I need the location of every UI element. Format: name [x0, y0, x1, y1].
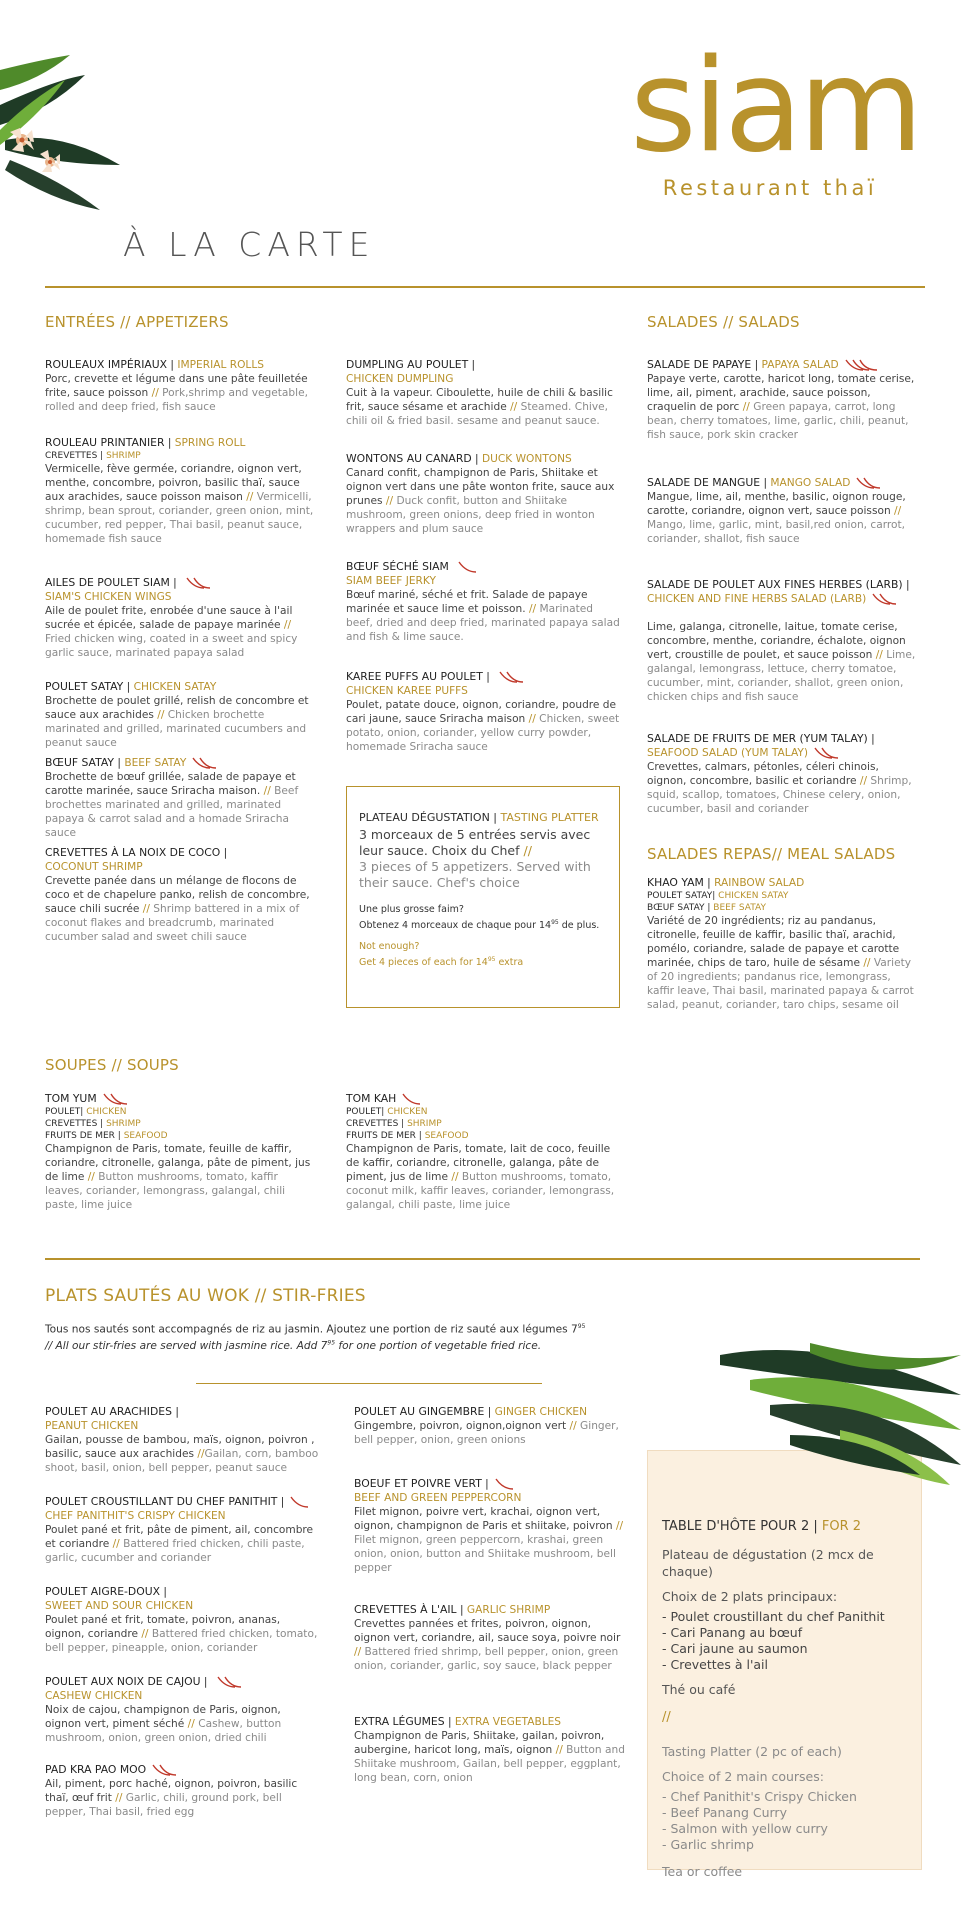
menu-item: KAREE PUFFS AU POULET | CHICKEN KAREE PUFFS Poulet, patate douce, oignon, coriandre, poudre de cari jaune, sauce Sriracha maison // Chicken, sweet potato, onion, coriander, yellow curry powder, homemade Sriracha sauce: [346, 670, 620, 753]
section-title-meal-salads: SALADES REPAS// MEAL SALADS: [647, 845, 896, 863]
menu-item: POULET CROUSTILLANT DU CHEF PANITHIT | CHEF PANITHIT'S CRISPY CHICKEN Poulet pané et frit, pâte de piment, ail, concombre et coriandre // Battered fried chicken, chili paste, garlic, cucumber and coriander: [45, 1495, 314, 1564]
chili-icon: [184, 576, 214, 590]
logo-wordmark: siam: [630, 32, 920, 181]
menu-item: SALADE DE PAPAYE | PAPAYA SALAD Papaye verte, carotte, haricot long, tomate cerise, lime, ail, piment, arachide, sauce poisson, craquelin de porc // Green papaya, carrot, long bean, cherry tomatoes, lime, garlic, chili, peanut, fish sauce, pork skin cracker: [647, 358, 915, 441]
menu-item: EXTRA LÉGUMES | EXTRA VEGETABLES Champignon de Paris, Shiitake, gailan, poivron, aubergine, haricot long, maïs, oignon // Button and Shiitake mushroom, Gailan, bell pepper, eggplant, long bean, corn, onion: [354, 1715, 625, 1784]
section-title-soups: SOUPES // SOUPS: [45, 1056, 179, 1074]
menu-item: KHAO YAM | RAINBOW SALAD POULET SATAY| CHICKEN SATAY BŒUF SATAY | BEEF SATAY Variété de 20 ingrédients; riz au pandanus, citronelle, feuille de kaffir, basilic thaï, arachid, pomélo, coriandre, salade de papaye et carotte marinée, chips de taro, huile de sésame // Variety of 20 ingredients; pandanus rice, lemongrass, kaffir leave, Thai basil, marinated papaya & carrot salad, peanut, coriander, taro chips, sesame oil: [647, 876, 914, 1011]
chili-icon: [870, 592, 900, 606]
menu-item: CREVETTES À LA NOIX DE COCO | COCONUT SHRIMP Crevette panée dans un mélange de flocons de coco et de chapelure panko, relish de concombre, sauce chili sucrée // Shrimp battered in a mix of coconut flakes and breadcrumb, marinated cucumber salad and sweet chili sauce: [45, 846, 310, 943]
menu-item: BŒUF SÉCHÉ SIAM SIAM BEEF JERKY Bœuf mariné, séché et frit. Salade de papaye marinée et sauce lime et poisson. // Marinated beef, dried and deep fried, marinated papaya salad and fish & lime sauce.: [346, 560, 620, 643]
menu-item: TOM KAH POULET| CHICKEN CREVETTES | SHRIMP FRUITS DE MER | SEAFOOD Champignon de Paris, tomate, lait de coco, feuille de kaffir, coriandre, citronelle, galanga, pâte de piment, jus de lime // Button mushrooms, tomato, coconut milk, kaffir leaves, coriander, lemongrass, galangal, chili paste, lime juice: [346, 1092, 615, 1211]
siam-logo: [630, 32, 920, 200]
stir-fries-column-1: [45, 1405, 320, 1819]
platter-title: PLATEAU DÉGUSTATION | TASTING PLATTER: [359, 811, 599, 824]
table-dhote-mains-fr: - Poulet croustillant du chef Panithit - Cari Panang au bœuf - Cari jaune au saumon - Crevettes à l'ail: [662, 1609, 885, 1672]
menu-item: PAD KRA PAO MOO Ail, piment, porc haché, oignon, poivron, basilic thaï, œuf frit // Garlic, chili, ground pork, bell pepper, Thai basil, fried egg: [45, 1763, 298, 1818]
menu-item: BOEUF ET POIVRE VERT | BEEF AND GREEN PEPPERCORN Filet mignon, poivre vert, krachai, oignon vert, oignon, champignon de Paris et shiitake, poivron // Filet mignon, green peppercorn, krashai, green onion, onion, button and Shiitake mushroom, bell pepper: [354, 1477, 624, 1574]
table-dhote-box: [647, 1450, 922, 1879]
page-title: À LA CARTE: [123, 225, 376, 264]
tasting-platter-box: [346, 786, 620, 1008]
section-title-appetizers: ENTRÉES // APPETIZERS: [45, 313, 229, 331]
stir-fries-column-2: [354, 1405, 626, 1785]
menu-item: SALADE DE POULET AUX FINES HERBES (LARB) | CHICKEN AND FINE HERBS SALAD (LARB) Lime, galanga, citronelle, laitue, tomate cerise, concombre, menthe, coriandre, échalote, oignon vert, croustille de poulet, et sauce poisson // Lime, galangal, lemongrass, lettuce, cherry tomatoe, cucumber, mint, coriander, shallot, green onion, chicken chips and fish sauce: [647, 578, 916, 703]
divider: [45, 286, 925, 288]
platter-description: 3 morceaux de 5 entrées servis avec leur sauce. Choix du Chef // 3 pieces of 5 appetizers. Served with their sauce. Chef's choice: [359, 827, 591, 890]
menu-item: ROULEAU PRINTANIER | SPRING ROLL CREVETTES | SHRIMP Vermicelle, fève germée, coriandre, oignon vert, menthe, concombre, poivron, basilic thaï, sauce aux arachides, sauce poisson maison // Vermicelli, shrimp, bean sprout, coriander, green onion, mint, cucumber, red pepper, Thai basil, peanut sauce, homemade fish sauce: [45, 436, 314, 545]
table-dhote-drink-en: Tea or coffee: [662, 1864, 743, 1879]
menu-item: CREVETTES À L'AIL | GARLIC SHRIMP Crevettes pannées et frites, poivron, oignon, oignon vert, coriandre, ail, sauce soya, poivre noir // Battered fried shrimp, bell pepper, onion, green onion, coriander, garlic, soy sauce, black pepper: [354, 1603, 621, 1672]
leaf-decoration-top-left: [0, 50, 130, 215]
menu-item: ROULEAUX IMPÉRIAUX | IMPERIAL ROLLS Porc, crevette et légume dans une pâte feuilletée frite, sauce poisson // Pork,shrimp and vegetable, rolled and deep fried, fish sauce: [45, 358, 308, 413]
menu-item: POULET AU ARACHIDES | PEANUT CHICKEN Gailan, pousse de bambou, maïs, oignon, poivron , basilic, sauce aux arachides //Gailan, corn, bamboo shoot, basil, onion, bell pepper, peanut sauce: [45, 1405, 319, 1474]
table-dhote-platter: Plateau de dégustation (2 mcx de chaque): [662, 1547, 874, 1579]
menu-item: BŒUF SATAY | BEEF SATAY Brochette de bœuf grillée, salade de papaye et carotte marinée, sauce Sriracha maison. // Beef brochettes marinated and grilled, marinated papaya & carrot salad and a homade Sriracha sauce: [45, 756, 299, 839]
chili-icon: [812, 746, 842, 760]
table-dhote-choice: Choix de 2 plats principaux:: [662, 1589, 838, 1604]
chili-icon: [493, 1477, 515, 1491]
chili-icon: [854, 476, 884, 490]
chili-icon: [456, 560, 478, 574]
menu-item: SALADE DE MANGUE | MANGO SALAD Mangue, lime, ail, menthe, basilic, oignon rouge, carotte, coriandre, oignon vert, sauce poisson // Mango, lime, garlic, mint, basil,red onion, carrot, coriander, shallot, fish sauce: [647, 476, 906, 545]
chili-icon: [190, 756, 220, 770]
platter-upsell-fr: Une plus grosse faim? Obtenez 4 morceaux de chaque pour $14^{95}$ de plus.: [359, 904, 600, 932]
stir-fries-intro: Tous nos sautés sont accompagnés de riz au jasmin. Ajoutez une portion de riz sauté aux légumes $7^{95}$ // All our stir-fries are served with jasmine rice. Add $7^{95}$ for one portion of vegetable fried rice.: [45, 1323, 586, 1353]
chili-icon: [288, 1495, 310, 1509]
table-dhote-mains-en: - Chef Panithit's Crispy Chicken - Beef Panang Curry - Salmon with yellow curry - Garlic shrimp: [662, 1789, 857, 1852]
menu-item: POULET AUX NOIX DE CAJOU | CASHEW CHICKEN Noix de cajou, champignon de Paris, oignon, oignon vert, piment séché // Cashew, button mushroom, onion, green onion, dried chili: [45, 1675, 282, 1744]
menu-item: POULET SATAY | CHICKEN SATAY Brochette de poulet grillé, relish de concombre et sauce aux arachides // Chicken brochette marinated and grilled, marinated cucumbers and peanut sauce: [45, 680, 309, 749]
section-title-stir-fries: PLATS SAUTÉS AU WOK // STIR-FRIES: [45, 1286, 366, 1306]
menu-item: POULET AU GINGEMBRE | GINGER CHICKEN Gingembre, poivron, oignon,oignon vert // Ginger, bell pepper, onion, green onions: [354, 1405, 619, 1446]
divider: [196, 1383, 542, 1384]
table-dhote-choice-en: Choice of 2 main courses:: [662, 1769, 824, 1784]
table-dhote-divider: //: [662, 1710, 671, 1725]
chili-icon: [400, 1092, 422, 1106]
chili-icon: [843, 358, 883, 372]
logo-subtitle: Restaurant thaï: [662, 176, 878, 200]
table-dhote-drink: Thé ou café: [662, 1682, 736, 1697]
menu-item: POULET AIGRE-DOUX | SWEET AND SOUR CHICKEN Poulet pané et frit, tomate, poivron, ananas, oignon, coriandre // Battered fried chicken, tomato, bell pepper, pineapple, onion, coriander: [45, 1585, 318, 1654]
chili-icon: [101, 1092, 131, 1106]
platter-upsell-en: Not enough? Get 4 pieces of each for $14^{95}$ extra: [359, 941, 524, 969]
appetizers-column-2: [346, 358, 621, 754]
menu-item: SALADE DE FRUITS DE MER (YUM TALAY) | SEAFOOD SALAD (YUM TALAY) Crevettes, calmars, pétonles, céleri chinois, oignon, concombre, basilic et coriandre // Shrimp, squid, scallop, tomatoes, Chinese celery, onion, cucumber, basil and coriander: [647, 732, 912, 815]
menu-item: WONTONS AU CANARD | DUCK WONTONS Canard confit, champignon de Paris, Shiitake et oignon vert dans une pâte wonton frite, sauce aux prunes // Duck confit, button and Shiitake mushroom, green onions, deep fried in wonton wrappers and plum sauce: [346, 452, 615, 535]
divider: [45, 1258, 920, 1260]
appetizers-column-1: [45, 358, 320, 944]
leaf-decoration-right: [710, 1335, 961, 1485]
menu-item: TOM YUM POULET| CHICKEN CREVETTES | SHRIMP FRUITS DE MER | SEAFOOD Champignon de Paris, tomate, feuille de kaffir, coriandre, citronelle, galanga, pâte de piment, jus de lime // Button mushrooms, tomato, kaffir leaves, coriander, lemongrass, galangal, chili paste, lime juice: [45, 1092, 311, 1211]
menu-item: AILES DE POULET SIAM | SIAM'S CHICKEN WINGS Aile de poulet frite, enrobée d'une sauce à l'ail sucrée et épicée, salade de papaye marinée // Fried chicken wing, coated in a sweet and spicy garlic sauce, marinated papaya salad: [45, 576, 298, 659]
chili-icon: [497, 670, 527, 684]
chili-icon: [150, 1763, 180, 1777]
salads-column: [647, 358, 919, 816]
section-title-salads: SALADES // SALADS: [647, 313, 800, 331]
table-dhote-platter-en: Tasting Platter (2 pc of each): [662, 1744, 842, 1759]
menu-item: DUMPLING AU POULET | CHICKEN DUMPLING Cuit à la vapeur. Ciboulette, huile de chili & basilic frit, sauce sésame et arachide // Steamed. Chive, chili oil & fried basil. sesame and peanut sauce.: [346, 358, 613, 427]
table-dhote-title: TABLE D'HÔTE POUR 2 | FOR 2: [662, 1519, 862, 1534]
chili-icon: [215, 1675, 245, 1689]
